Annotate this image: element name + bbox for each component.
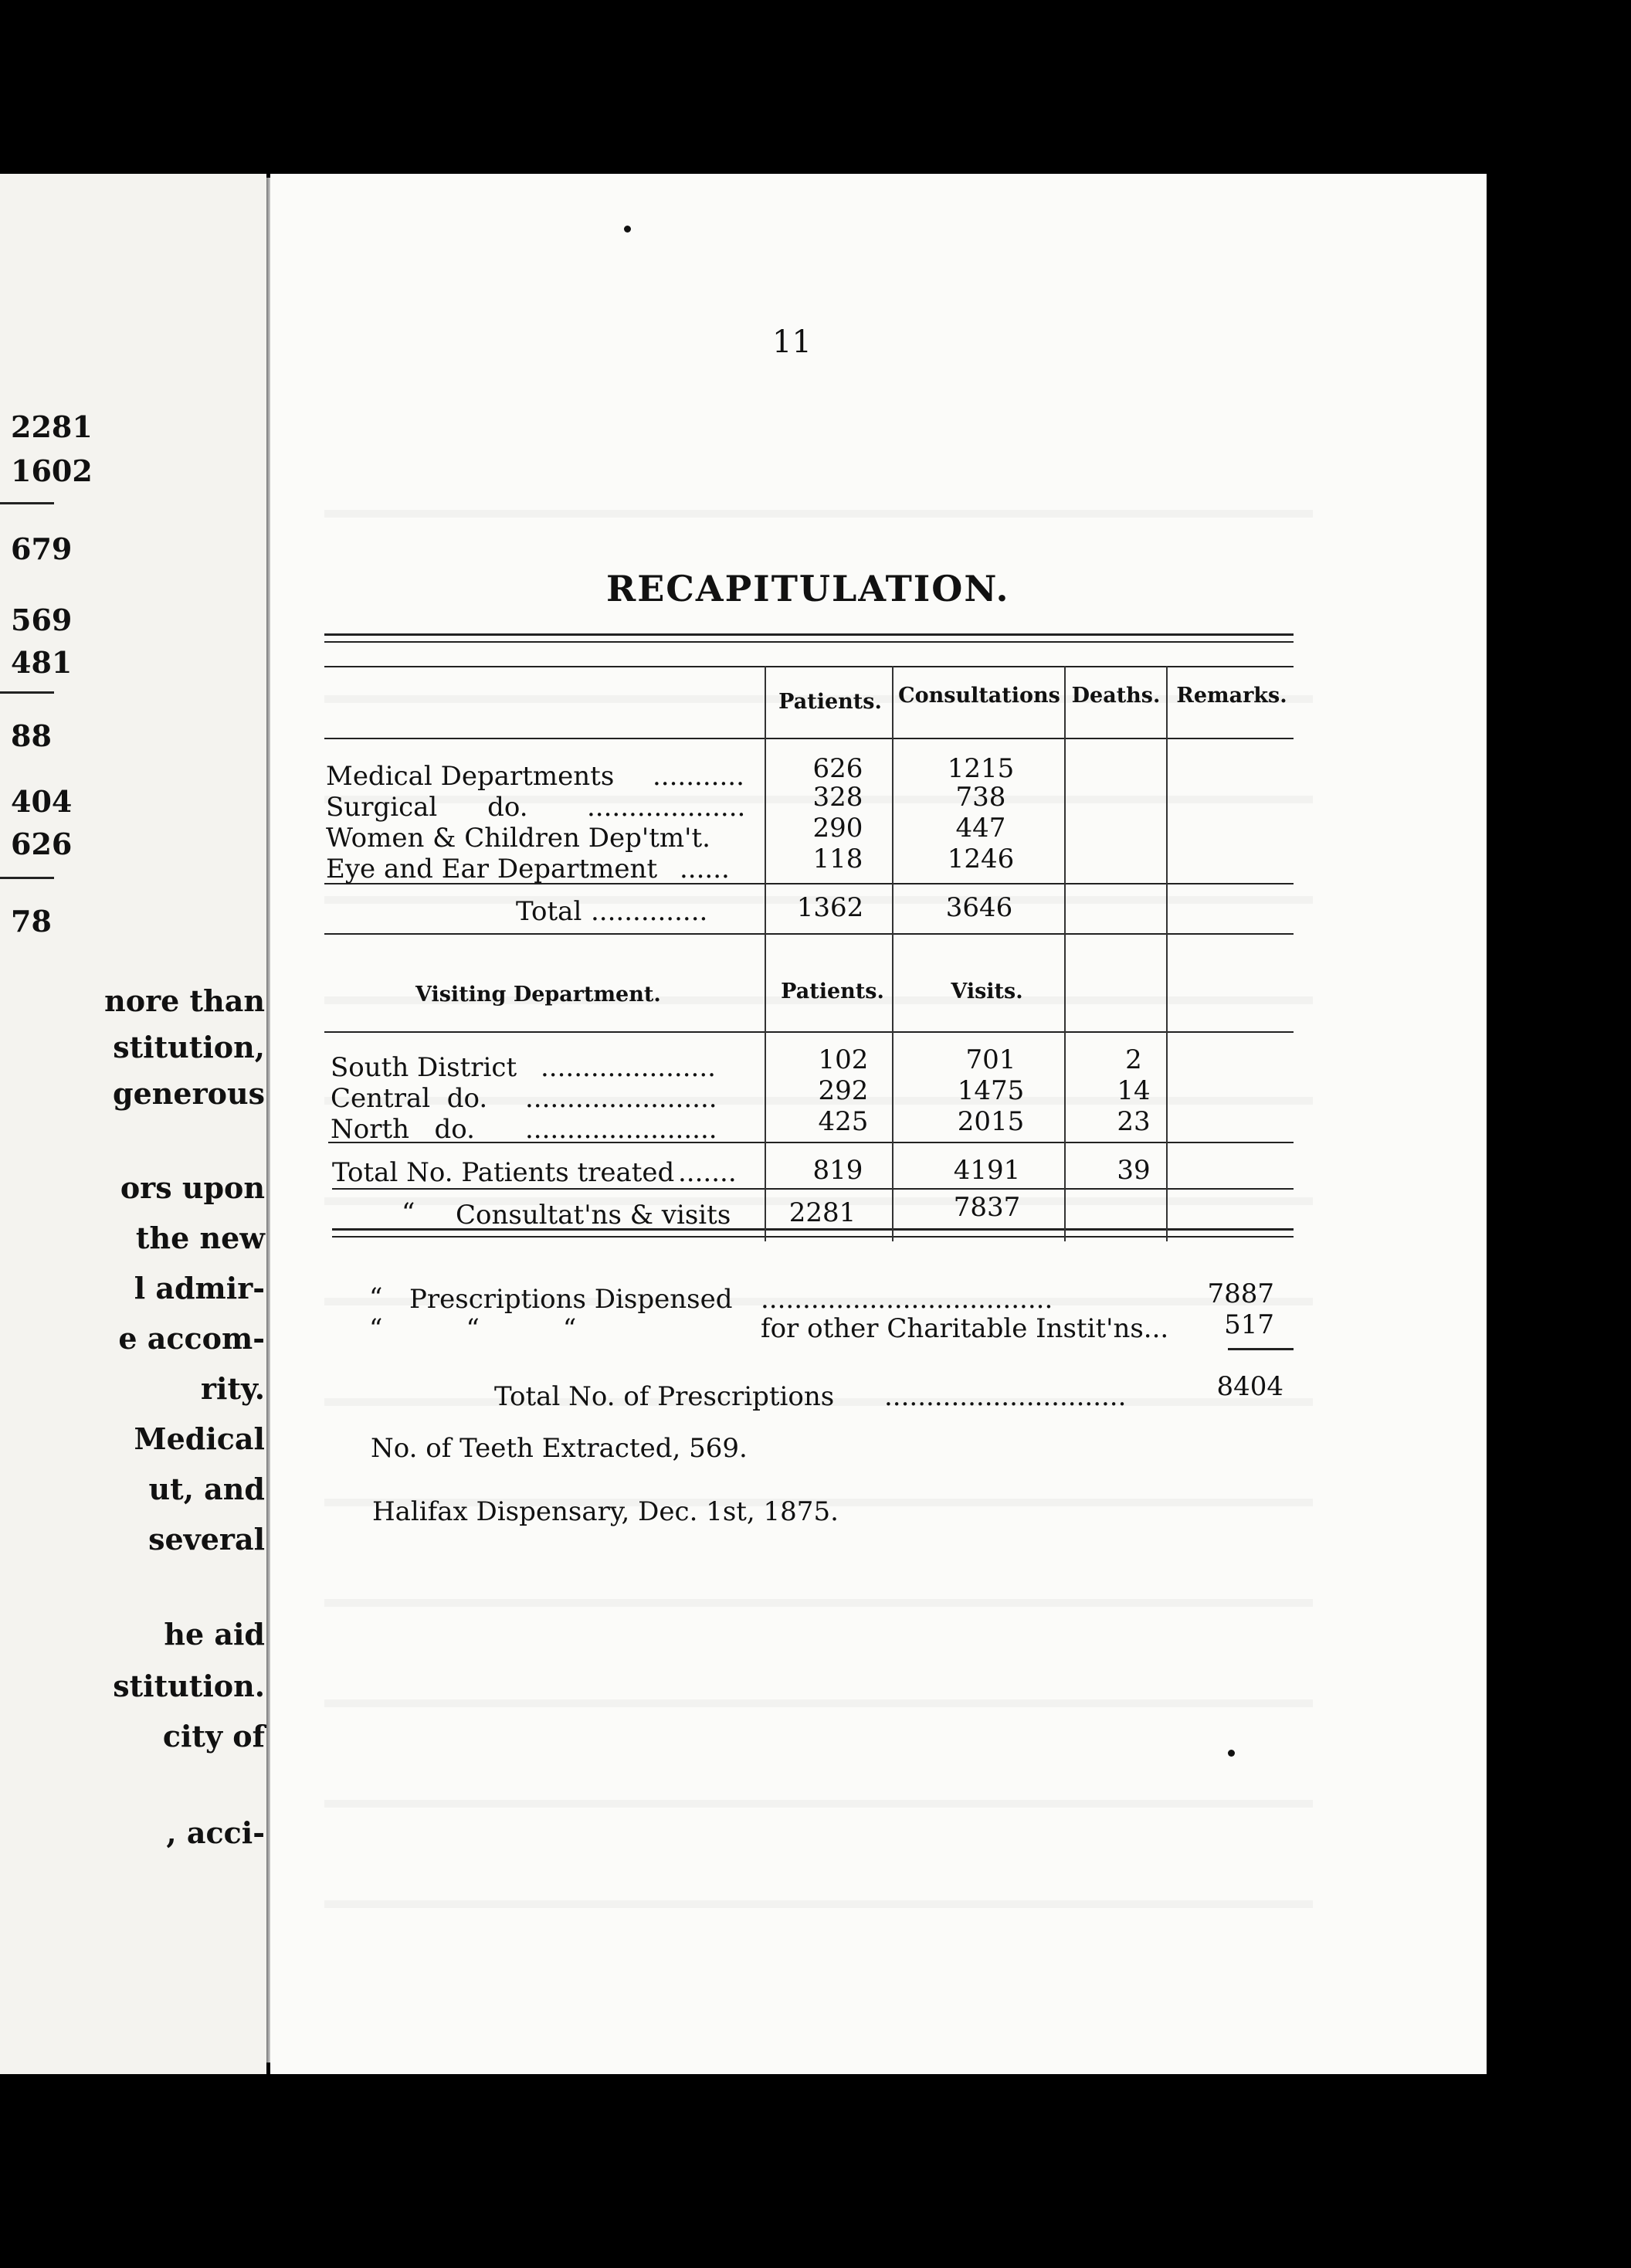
left-text-line: stitution, — [113, 1030, 265, 1064]
show-through — [324, 1900, 1313, 1908]
department-name: Eye and Ear Department — [326, 854, 658, 884]
total-treated-label: Total No. Patients treated — [332, 1157, 675, 1188]
leader-dots: ...... — [680, 854, 730, 884]
ditto-marks: “ “ “ — [369, 1313, 577, 1344]
consultations-visits-label: Consultat'ns & visits — [456, 1200, 731, 1231]
left-number-4: 569 — [11, 603, 73, 637]
leader-dots: .............. — [591, 896, 708, 927]
total-treated-visits: 4191 — [953, 1155, 1021, 1186]
header-deaths: Deaths. — [1071, 684, 1161, 708]
department-patients: 118 — [812, 844, 863, 874]
visiting-header-visits: Visits. — [951, 980, 1023, 1003]
department-consultations: 447 — [955, 813, 1006, 844]
district-name: South District — [331, 1052, 517, 1083]
left-text-line: city of — [162, 1719, 265, 1754]
leader-dots: ............................. — [884, 1381, 1127, 1412]
leader-dots: ................................... — [761, 1284, 1053, 1315]
left-text-line: e accom- — [118, 1321, 265, 1356]
table-rule — [324, 738, 1294, 739]
left-number-6: 88 — [11, 718, 52, 753]
district-name: Central do. — [331, 1083, 488, 1114]
department-patients: 328 — [812, 782, 863, 813]
header-remarks: Remarks. — [1176, 684, 1287, 708]
leader-dots: ..................... — [541, 1052, 716, 1083]
other-charitable-value: 517 — [1224, 1309, 1274, 1340]
show-through — [324, 1699, 1313, 1707]
column-divider — [1064, 666, 1066, 1241]
consultations-visits-visits: 7837 — [953, 1192, 1021, 1223]
teeth-extracted: No. of Teeth Extracted, 569. — [371, 1433, 748, 1464]
district-deaths: 14 — [1117, 1075, 1151, 1106]
department-consultations: 1215 — [947, 753, 1015, 784]
total-prescriptions-value: 8404 — [1216, 1371, 1283, 1402]
visiting-header-patients: Patients. — [781, 980, 884, 1003]
table-rule — [324, 1031, 1294, 1033]
left-rule — [0, 877, 54, 879]
left-rule — [0, 691, 54, 694]
prescriptions-dispensed-value: 7887 — [1207, 1278, 1274, 1309]
header-consultations: Consultations — [898, 684, 1060, 708]
other-charitable-label: for other Charitable Instit'ns... — [761, 1313, 1169, 1344]
left-number-1: 2281 — [11, 409, 93, 444]
table-top-rule — [324, 633, 1294, 636]
left-number-5: 481 — [11, 645, 73, 680]
district-visits: 701 — [965, 1044, 1016, 1075]
table-rule — [324, 933, 1294, 935]
ditto-mark: “ — [402, 1197, 415, 1228]
table-bottom-rule — [332, 1236, 1294, 1238]
department-name: Surgical do. — [326, 792, 528, 823]
visiting-department-heading: Visiting Department. — [415, 983, 661, 1007]
left-text-line: stitution. — [113, 1669, 265, 1703]
left-number-3: 679 — [11, 531, 73, 566]
show-through — [324, 1599, 1313, 1607]
left-text-line: l admir- — [134, 1271, 265, 1305]
total-treated-deaths: 39 — [1117, 1155, 1151, 1186]
left-text-line: , acci- — [166, 1815, 265, 1850]
department-patients: 626 — [812, 753, 863, 784]
page-title: RECAPITULATION. — [606, 568, 1010, 609]
total-patients: 1362 — [796, 892, 864, 923]
prescriptions-dispensed-label: Prescriptions Dispensed — [409, 1284, 733, 1315]
left-text-line: rity. — [201, 1371, 265, 1406]
column-divider — [892, 666, 893, 1241]
left-text-line: the new — [135, 1221, 265, 1255]
total-consultations: 3646 — [945, 892, 1013, 923]
left-text-line: ors upon — [120, 1170, 265, 1205]
total-treated-patients: 819 — [812, 1155, 863, 1186]
department-consultations: 1246 — [947, 844, 1015, 874]
leader-dots: ....................... — [525, 1083, 717, 1114]
left-page — [0, 174, 266, 2074]
district-visits: 2015 — [957, 1106, 1025, 1137]
leader-dots: ........... — [653, 761, 744, 792]
sum-rule — [1228, 1348, 1294, 1350]
left-rule — [0, 502, 54, 504]
left-number-7: 404 — [11, 784, 73, 819]
ink-dot — [624, 226, 631, 233]
district-patients: 102 — [818, 1044, 869, 1075]
district-visits: 1475 — [957, 1075, 1025, 1106]
header-patients: Patients. — [778, 690, 882, 714]
department-consultations: 738 — [955, 782, 1006, 813]
show-through — [324, 1800, 1313, 1808]
table-rule — [332, 1188, 1294, 1190]
column-divider — [765, 666, 766, 1241]
left-text-line: ut, and — [148, 1472, 265, 1506]
left-text-line: nore than — [104, 983, 265, 1018]
left-number-8: 626 — [11, 827, 73, 861]
district-deaths: 23 — [1117, 1106, 1151, 1137]
signature-line: Halifax Dispensary, Dec. 1st, 1875. — [372, 1496, 839, 1527]
table-top-rule — [324, 641, 1294, 643]
total-prescriptions-label: Total No. of Prescriptions — [494, 1381, 835, 1412]
department-patients: 290 — [812, 813, 863, 844]
left-number-2: 1602 — [11, 453, 93, 488]
page-number: 11 — [772, 324, 812, 360]
left-text-line: several — [148, 1522, 265, 1557]
leader-dots: ....... — [678, 1157, 737, 1188]
department-name: Women & Children Dep'tm't. — [326, 823, 710, 854]
district-patients: 425 — [818, 1106, 869, 1137]
left-text-line: he aid — [164, 1617, 265, 1652]
left-text-line: generous — [113, 1076, 265, 1111]
show-through — [324, 510, 1313, 518]
left-number-9: 78 — [11, 904, 52, 939]
leader-dots: ................... — [587, 792, 746, 823]
consultations-visits-patients: 2281 — [788, 1197, 856, 1228]
district-deaths: 2 — [1125, 1044, 1142, 1075]
department-name: Medical Departments — [326, 761, 615, 792]
table-rule — [324, 666, 1294, 667]
left-text-line: Medical — [134, 1421, 265, 1456]
district-name: North do. — [331, 1114, 475, 1145]
ink-dot — [1228, 1750, 1235, 1757]
ditto-mark: “ — [369, 1282, 383, 1313]
total-label: Total — [516, 896, 582, 927]
column-divider — [1166, 666, 1168, 1241]
leader-dots: ....................... — [525, 1114, 717, 1145]
district-patients: 292 — [818, 1075, 869, 1106]
